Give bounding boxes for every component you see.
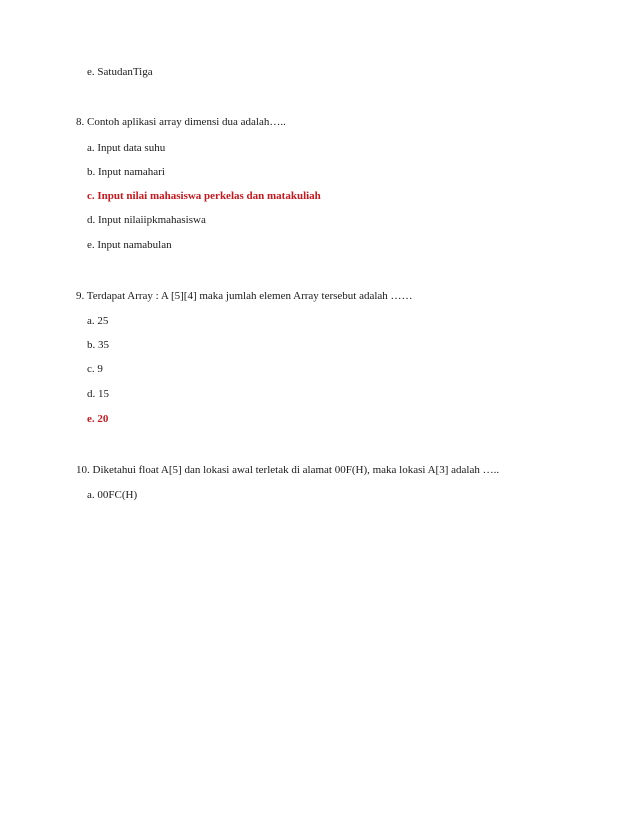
q9-question: 9. Terdapat Array : A [5][4] maka jumlah elemen Array tersebut adalah …… xyxy=(76,290,413,302)
q9-option-a: a. 25 xyxy=(87,315,109,327)
q7-option-e: e. SatudanTiga xyxy=(87,66,153,78)
q8-option-e: e. Input namabulan xyxy=(87,239,172,251)
q8-option-d: d. Input nilaiipkmahasiswa xyxy=(87,214,206,226)
q8-question: 8. Contoh aplikasi array dimensi dua adalah….. xyxy=(76,116,286,128)
q9-option-c: c. 9 xyxy=(87,363,103,375)
q9-option-b: b. 35 xyxy=(87,339,109,351)
q8-option-a: a. Input data suhu xyxy=(87,142,166,154)
q10-question: 10. Diketahui float A[5] dan lokasi awal terletak di alamat 00F(H), maka lokasi A[3] adalah ….. xyxy=(76,464,500,476)
q9-option-d: d. 15 xyxy=(87,388,109,400)
q8-option-c-answer: c. Input nilai mahasiswa perkelas dan matakuliah xyxy=(87,190,321,202)
q9-option-e-answer: e. 20 xyxy=(87,413,109,425)
q10-option-a: a. 00FC(H) xyxy=(87,489,138,501)
q8-option-b: b. Input namahari xyxy=(87,166,165,178)
